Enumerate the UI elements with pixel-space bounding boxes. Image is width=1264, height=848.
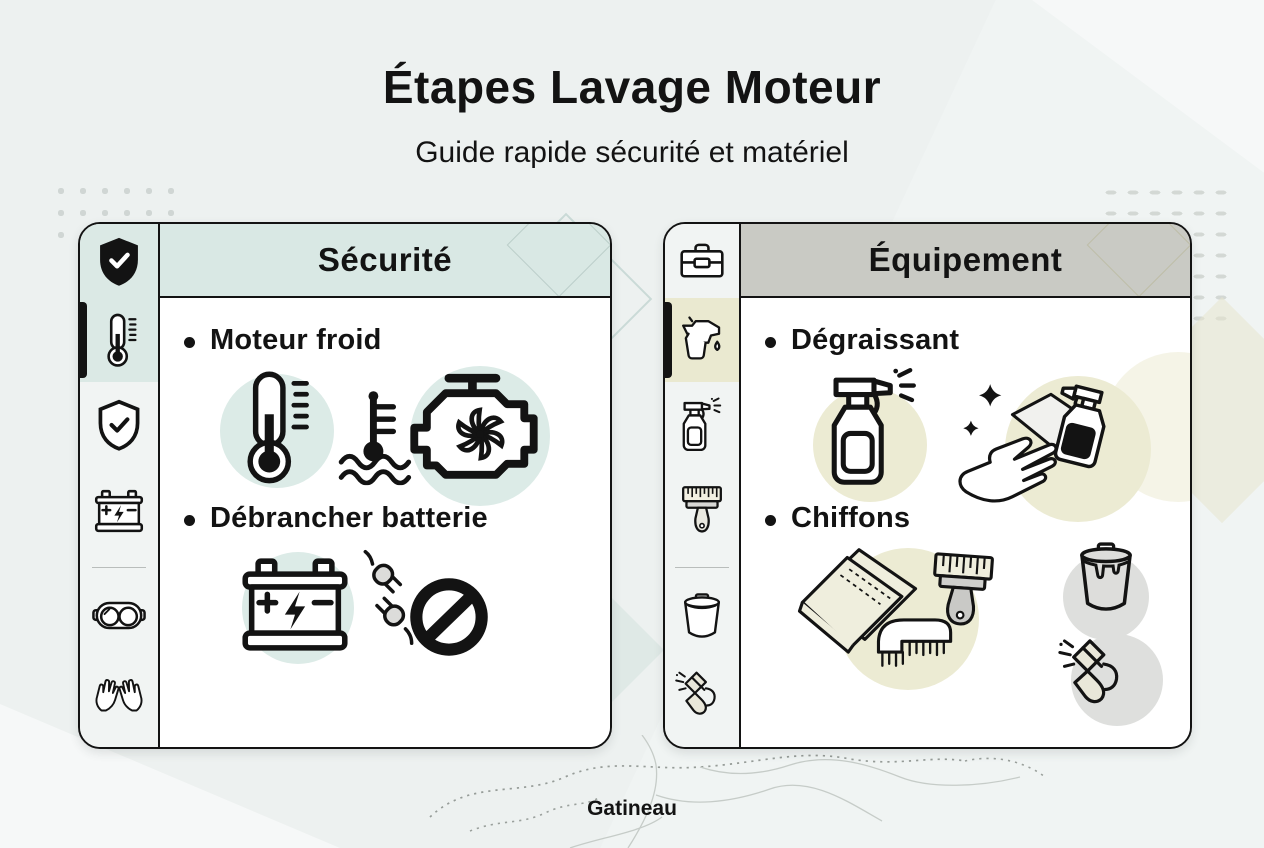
page-title: Étapes Lavage Moteur xyxy=(382,61,882,113)
bullet-dot xyxy=(184,515,195,526)
bullet-label: Dégraissant xyxy=(791,324,960,356)
thermometer-icon xyxy=(232,368,312,486)
hose-nozzle-icon xyxy=(674,668,730,718)
spray-bottle-icon xyxy=(680,396,724,454)
panel-equipement-content xyxy=(741,298,1190,747)
bullet-degraissant xyxy=(765,324,959,357)
sidebar-item-spray-bottle xyxy=(665,382,739,468)
panel-securite-header xyxy=(160,224,610,298)
hand-wipe-spray-icon xyxy=(947,370,1159,522)
car-battery-icon xyxy=(92,489,146,533)
bullet-label: Moteur froid xyxy=(210,324,382,356)
sidebar-item-battery xyxy=(80,468,158,554)
panel-equipement xyxy=(663,222,1192,749)
panel-equipement-sidebar xyxy=(665,224,741,747)
cloths-and-brushes-icon xyxy=(793,538,1001,694)
bullet-label: Chiffons xyxy=(791,502,911,534)
car-battery-icon xyxy=(236,556,354,653)
sidebar-item-shield-filled xyxy=(80,224,158,298)
gloves-icon xyxy=(91,672,147,714)
engine-icon xyxy=(398,368,550,500)
map-label: Gatineau xyxy=(587,797,677,820)
bullet-dot xyxy=(765,515,776,526)
sidebar-divider xyxy=(675,554,729,580)
bucket-icon xyxy=(679,591,725,641)
bullet-moteur-froid xyxy=(184,324,382,357)
spray-bottle-icon xyxy=(827,364,921,492)
sidebar-item-thermometer xyxy=(80,298,158,382)
bullet-chiffons xyxy=(765,502,910,535)
sidebar-item-goggles xyxy=(80,580,158,652)
page-subtitle: Guide rapide sécurité et matériel xyxy=(415,136,849,169)
prohibition-icon xyxy=(408,576,490,658)
shield-check-filled-icon xyxy=(96,235,142,288)
toolbox-icon xyxy=(678,241,726,282)
panel-equipement-title: Équipement xyxy=(868,241,1063,278)
hose-nozzle-icon xyxy=(1049,634,1147,708)
sidebar-item-hose-nozzle xyxy=(665,652,739,734)
panel-securite-title: Sécurité xyxy=(317,241,453,278)
sidebar-item-bucket xyxy=(665,580,739,652)
thermometer-icon xyxy=(100,312,138,368)
sidebar-item-gloves xyxy=(80,652,158,734)
sidebar-item-toolbox xyxy=(665,224,739,298)
panel-equipement-header xyxy=(741,224,1190,298)
panel-securite xyxy=(78,222,612,749)
goggles-icon xyxy=(92,599,146,633)
bullet-debrancher-batterie xyxy=(184,502,488,535)
bullet-dot xyxy=(184,337,195,348)
bullet-label: Débrancher batterie xyxy=(210,502,488,534)
panel-securite-sidebar xyxy=(80,224,160,747)
paint-bucket-icon xyxy=(1073,540,1139,616)
bullet-dot xyxy=(765,337,776,348)
spray-gun-icon xyxy=(676,314,728,366)
sidebar-item-wide-brush xyxy=(665,468,739,554)
sidebar-item-spray-gun xyxy=(665,298,739,382)
sidebar-item-shield-outline xyxy=(80,382,158,468)
sidebar-divider xyxy=(92,554,146,580)
background-map xyxy=(0,735,1264,848)
shield-check-outline-icon xyxy=(96,399,142,451)
wide-brush-icon xyxy=(679,484,725,538)
panel-securite-content xyxy=(160,298,610,747)
